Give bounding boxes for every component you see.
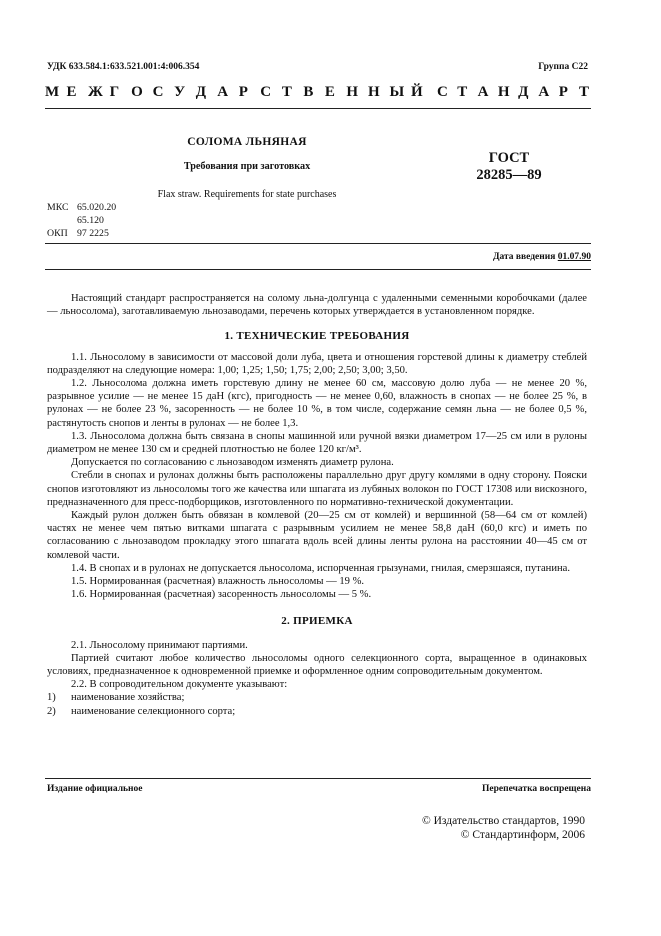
banner-letter: Т xyxy=(281,84,293,100)
para-1-5: 1.5. Нормированная (расчетная) влажность льносоломы — 19 %. xyxy=(71,576,365,588)
banner-letter: Н xyxy=(346,84,360,100)
banner-letter: Д xyxy=(195,84,208,100)
gost-number: 28285—89 xyxy=(476,167,542,183)
banner-letter: С xyxy=(437,84,449,100)
banner-letter: С xyxy=(260,84,273,100)
para-1-3-stems: Стебли в снопах и рулонах должны быть расположены параллельно друг другу комлями в одну сторону. Пояски снопов изготовляют из льносоломы того же качества или шпагата из лубяных волокон по ГОСТ 17308 или вискозного, предназначенного для пресс-подборщиков, изготовленного по нормативно-технической документации. xyxy=(47,470,587,508)
section-2-heading: 2. ПРИЕМКА xyxy=(281,615,353,628)
banner-letter: Т xyxy=(457,84,469,100)
banner-letter: У xyxy=(174,84,187,100)
list-item-text: наименование селекционного сорта; xyxy=(71,705,236,717)
mks-code-1: 65.020.20 xyxy=(77,202,117,213)
banner-letter: Е xyxy=(66,84,78,100)
intro-paragraph: Настоящий стандарт распространяется на солому льна-долгунца с удаленными семенными коробочками (далее — льносолома), заготавливаемую льнозаводами, перечень которых утверждается в установленном порядке. xyxy=(47,293,587,318)
title-divider xyxy=(45,243,591,244)
list-item xyxy=(47,705,587,718)
okp-code: 97 2225 xyxy=(77,228,109,239)
banner-letter: В xyxy=(303,84,315,100)
banner-letter: А xyxy=(217,84,230,100)
banner-letter: Д xyxy=(518,84,530,100)
banner-letter: Е xyxy=(324,84,336,100)
banner-letter: А xyxy=(538,84,551,100)
para-1-3-note: Допускается по согласованию с льнозаводом изменять диаметр рулона. xyxy=(71,457,394,469)
introduction-date xyxy=(493,252,591,262)
para-2-1: 2.1. Льносолому принимают партиями. xyxy=(71,639,248,651)
introduction-date-label: Дата введения xyxy=(492,252,556,262)
banner-letter: С xyxy=(152,84,165,100)
banner-letter: Ж xyxy=(88,84,104,100)
list-item-number: 2) xyxy=(47,705,56,717)
reprint-prohibited: Перепечатка воспрещена xyxy=(481,784,591,794)
para-2-1-lot: Партией считают любое количество льносоломы одного селекционного сорта, выращенное в одинаковых условиях, предназначенное к одновременной приемке и оформленное одним сопроводительным документом. xyxy=(47,652,587,678)
document-title: СОЛОМА ЛЬНЯНАЯ xyxy=(187,136,307,148)
group-code: Группа С22 xyxy=(538,62,588,72)
okp-label: ОКП xyxy=(47,228,68,239)
banner-letter: Р xyxy=(238,84,249,100)
para-1-6: 1.6. Нормированная (расчетная) засоренность льносоломы — 5 %. xyxy=(71,589,372,601)
banner-letter: Р xyxy=(558,84,569,100)
introduction-date-value: 01.07.90 xyxy=(557,252,591,262)
banner-letter: Н xyxy=(497,84,511,100)
section-1-heading: 1. ТЕХНИЧЕСКИЕ ТРЕБОВАНИЯ xyxy=(224,330,410,343)
header-divider xyxy=(45,108,591,109)
para-1-4: 1.4. В снопах и в рулонах не допускается льносолома, испорченная грызунами, гнилая, смерзшаяся, путанина. xyxy=(71,562,571,574)
copyright-standartinform: © Стандартинформ, 2006 xyxy=(460,829,585,841)
official-edition: Издание официальное xyxy=(47,784,143,794)
footer-divider xyxy=(45,778,591,779)
list-item-number: 1) xyxy=(47,692,56,704)
banner-letter: О xyxy=(131,84,144,100)
banner-letter: Г xyxy=(109,84,121,100)
banner-letter: А xyxy=(477,84,490,100)
banner-letter: Й xyxy=(411,84,424,100)
banner-letter: Т xyxy=(579,84,591,100)
udk-code: УДК 633.584.1:633.521.001:4:006.354 xyxy=(47,62,200,72)
mks-label: МКС xyxy=(47,202,69,213)
gost-label: ГОСТ xyxy=(488,150,530,166)
document-subtitle: Требования при заготовках xyxy=(183,161,311,172)
copyright-publisher: © Издательство стандартов, 1990 xyxy=(421,815,585,827)
para-1-1: 1.1. Льносолому в зависимости от массовой доли луба, цвета и отношения горстевой длины к диаметру стеблей подразделяют на следующие номера: 1,00; 1,25; 1,50; 1,75; 2,00; 2,50; 3,00; 3,50. xyxy=(47,351,587,376)
mks-code-2: 65.120 xyxy=(77,215,104,226)
banner-letter: Ы xyxy=(389,84,406,100)
document-body xyxy=(47,292,587,718)
para-1-3-roll: Каждый рулон должен быть обвязан в комлевой (20—25 см от комлей) и вершинной (58—64 см от комлей) частях не менее чем пятью витками шпагата с разрывным усилием не менее 58,8 даН (60,0 кгс) и иметь по согласованию с льнозаводом прокладку этого шпагата вдоль всей длины ленты рулона на расстоянии 40—45 см от комлевой части. xyxy=(47,510,587,561)
para-1-2: 1.2. Льносолома должна иметь горстевую длину не менее 60 см, массовую долю луба — не менее 20 %, разрывное усилие — не менее 15 даН (кгс), пригодность — не менее 0,60, влажность в снопах — не более 25 %, в рулонах — не более 23 %, засоренность — не более 10 %, в том числе, содержание семян льна — не более 0,5 %, растянутость снопов и ленты в рулонах — не более 1,3. xyxy=(47,378,587,429)
date-divider xyxy=(45,269,591,270)
para-1-3: 1.3. Льносолома должна быть связана в снопы машинной или ручной вязки диаметром 17—25 см или в рулоны диаметром не менее 130 см и средней плотностью не более 120 кг/м³. xyxy=(47,430,587,456)
english-title: Flax straw. Requirements for state purchases xyxy=(157,189,337,200)
banner-letter: М xyxy=(45,84,61,100)
banner-letter: Н xyxy=(367,84,381,100)
list-item xyxy=(47,691,587,704)
para-2-2: 2.2. В сопроводительном документе указывают: xyxy=(71,679,288,691)
list-item-text: наименование хозяйства; xyxy=(71,692,185,704)
